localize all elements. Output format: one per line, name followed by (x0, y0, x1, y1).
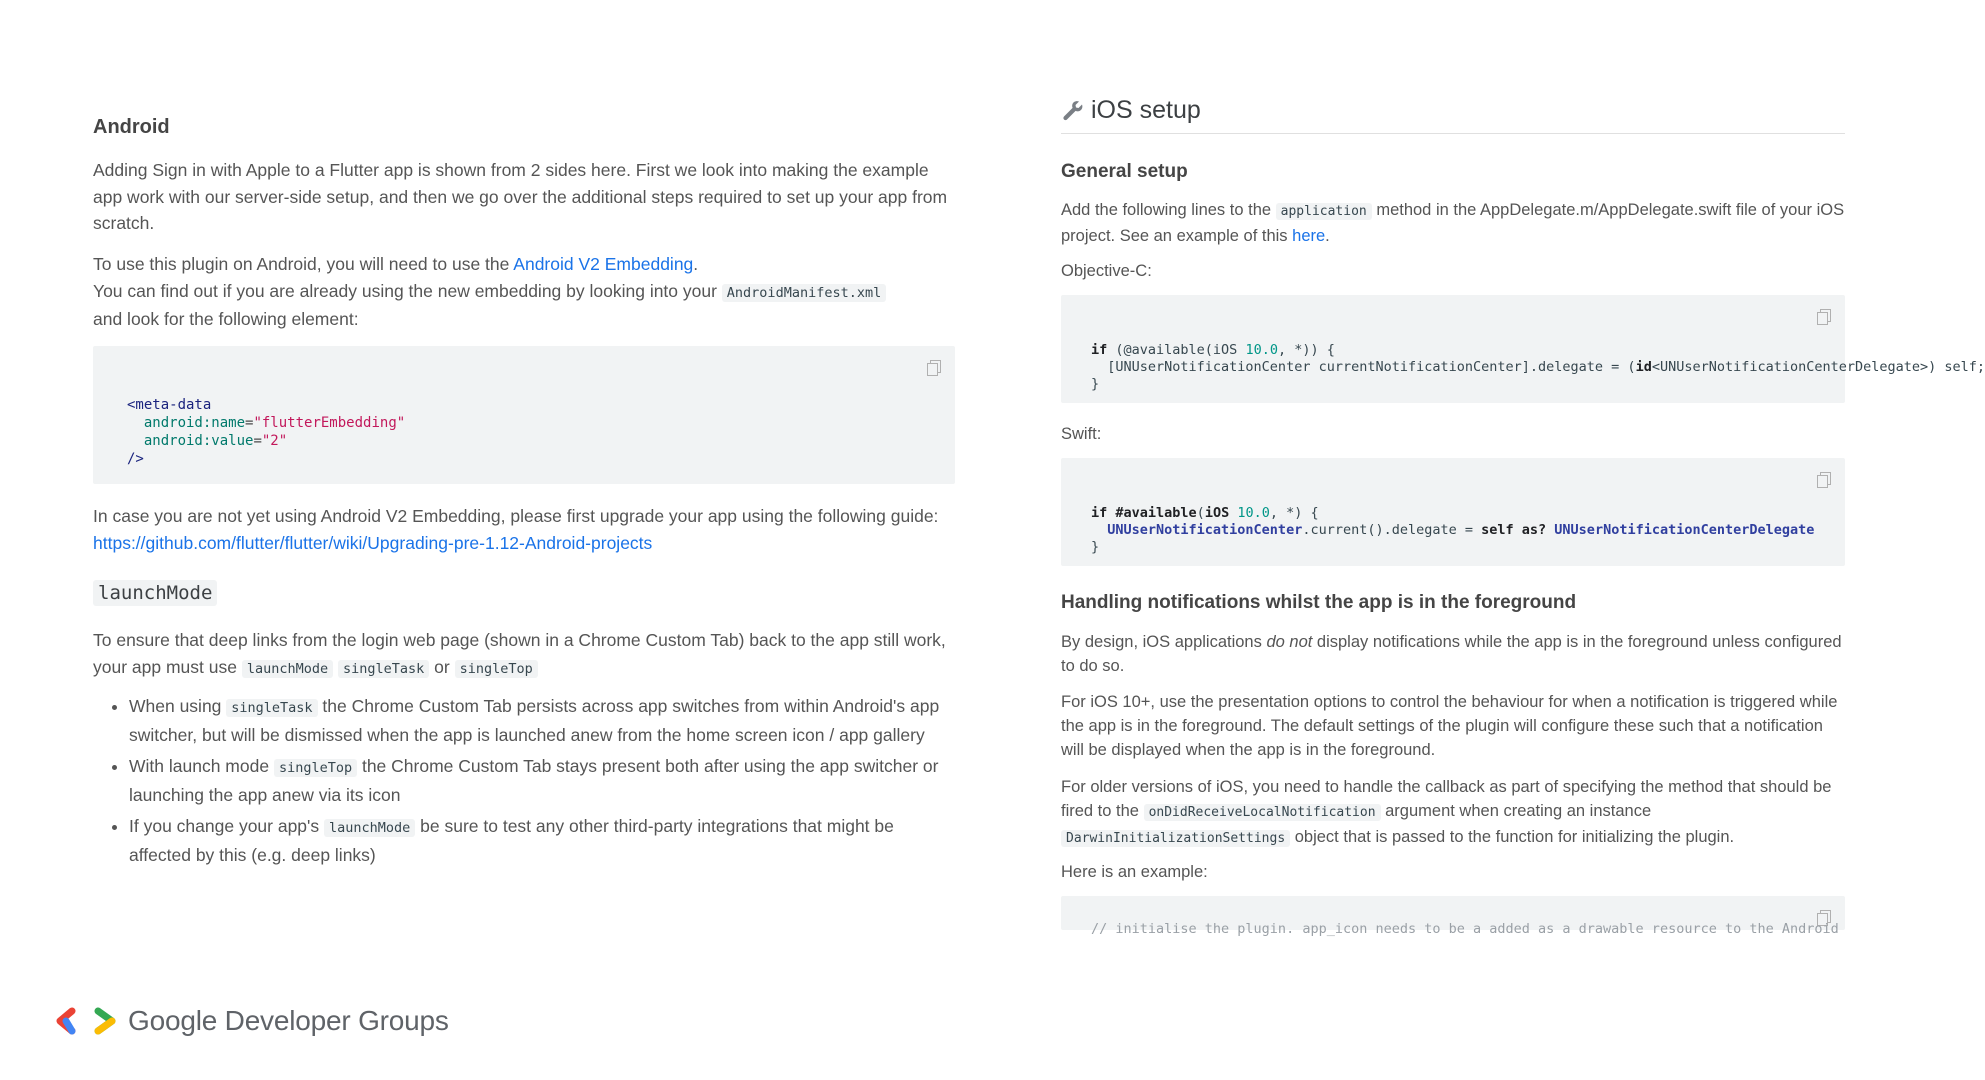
code-eq: = (245, 415, 254, 431)
android-v2-embedding-link[interactable]: Android V2 Embedding (513, 254, 694, 274)
example-code-block (1061, 896, 1845, 937)
fg-text: For older versions of iOS, you need to handle the callback as part of specifying the method that should be fired to the (1061, 778, 1832, 820)
title-divider (1061, 133, 1845, 134)
upgrade-guide-link[interactable]: https://github.com/flutter/flutter/wiki/Upgrading-pre-1.12-Android-projects (93, 532, 653, 553)
period: . (1325, 227, 1330, 245)
code-line: /> (127, 451, 144, 467)
manifest-text: You can find out if you are already using the new embedding by looking into your (93, 280, 722, 301)
code-text: } (1091, 539, 1100, 555)
code-text: ( (1196, 505, 1205, 521)
launchmode-paragraph (93, 627, 955, 682)
code-text: [UNUserNotificationCenter currentNotificationCenter].delegate = ( (1091, 359, 1636, 375)
bullet-code: singleTask (226, 699, 317, 717)
general-setup-heading: General setup (1061, 161, 1188, 182)
bullet-text: With launch mode (129, 756, 274, 776)
footer-logo (58, 1005, 449, 1037)
bullet-code: singleTop (274, 759, 357, 777)
embedding-text: To use this plugin on Android, you will need to use the (93, 254, 514, 274)
code-line: <meta-data (127, 397, 212, 413)
launchmode-code: launchMode (242, 660, 333, 678)
code-text: } (1091, 376, 1100, 392)
example-here-link[interactable]: here (1292, 227, 1326, 245)
android-heading: Android (93, 116, 170, 138)
copy-icon[interactable] (1817, 472, 1831, 488)
swift-label: Swift: (1061, 425, 1102, 443)
code-keyword: if (1091, 342, 1108, 358)
meta-data-code-block (93, 346, 955, 484)
fg-emphasis: do not (1266, 633, 1313, 651)
upgrade-paragraph (93, 503, 955, 556)
code-attr: android:name (143, 415, 246, 431)
code-type: UNUserNotificationCenterDelegate (1546, 522, 1815, 538)
footer-brand-text: Google Developer Groups (128, 1005, 449, 1036)
launchmode-text: To ensure that deep links from the login web page (shown in a Chrome Custom Tab) back to the app still work, your app must use (93, 630, 946, 677)
gs-text: Add the following lines to the (1061, 201, 1276, 219)
bullet-text: When using (129, 696, 227, 716)
foreground-paragraph-1 (1061, 630, 1845, 678)
code-text: (@available(iOS (1107, 342, 1246, 358)
ios-title-text: iOS setup (1091, 96, 1201, 124)
code-string: "2" (261, 433, 288, 449)
bullet-text: be sure to test any other third-party integrations that might be affected by this (e.g. deep links) (129, 816, 894, 865)
gs-text: method in the AppDelegate.m/AppDelegate.swift file of your iOS project. See an example of this (1061, 201, 1845, 245)
code-text: <UNUserNotificationCenterDelegate>) self; (1651, 359, 1985, 375)
general-setup-paragraph (1061, 198, 1845, 248)
ondidreceive-code: onDidReceiveLocalNotification (1144, 804, 1381, 821)
google-developer-groups-logo-icon (58, 1005, 118, 1037)
swift-code-block (1061, 458, 1845, 566)
singletask-code: singleTask (338, 660, 429, 678)
code-text: .current().delegate = (1302, 522, 1482, 538)
bullet-code: launchMode (324, 819, 415, 837)
list-item (129, 753, 955, 808)
example-label: Here is an example: (1061, 863, 1208, 881)
code-attr: android:value (143, 433, 254, 449)
code-keyword: if (1091, 505, 1108, 521)
code-keyword: #available (1107, 505, 1197, 521)
android-intro: Adding Sign in with Apple to a Flutter app is shown from 2 sides here. First we look into making the example app work with our server-side setup, and then we go over the additional steps required to set up your app from scratch. (93, 160, 948, 233)
bullet-text: the Chrome Custom Tab persists across app switches from within Android's app switcher, but will be dismissed when the app is launched anew from the home screen icon / app gallery (129, 696, 940, 745)
singletop-code: singleTop (455, 660, 538, 678)
list-item (129, 693, 955, 748)
fg-text: object that is passed to the function for initializing the plugin. (1290, 828, 1735, 846)
code-comment: // initialise the plugin. app_icon needs to be a added as a drawable resource to the Android (1091, 921, 1839, 937)
objc-label: Objective-C: (1061, 262, 1152, 280)
objc-code-block (1061, 295, 1985, 403)
launchmode-heading: launchMode (93, 580, 217, 606)
code-keyword: id (1635, 359, 1652, 375)
or-text: or (429, 656, 455, 677)
fg-text: argument when creating an instance (1380, 802, 1652, 820)
upgrade-text: In case you are not yet using Android V2 Embedding, please first upgrade your app using the following guide: (93, 506, 939, 526)
ios-title (1061, 96, 1201, 125)
fg-text: By design, iOS applications (1061, 633, 1267, 651)
foreground-paragraph-3 (1061, 775, 1845, 851)
code-keyword: self as? (1481, 522, 1547, 538)
code-keyword: iOS (1204, 505, 1230, 521)
launchmode-bullets (93, 693, 955, 873)
manifest-code: AndroidManifest.xml (722, 284, 886, 302)
bullet-text: If you change your app's (129, 816, 324, 836)
period: . (693, 254, 699, 274)
darwin-settings-code: DarwinInitializationSettings (1061, 830, 1290, 847)
code-text: , *) { (1269, 505, 1319, 521)
copy-icon[interactable] (1817, 309, 1831, 325)
embedding-paragraph (93, 251, 955, 333)
code-text: , *)) { (1277, 342, 1335, 358)
application-code: application (1276, 203, 1372, 220)
foreground-heading: Handling notifications whilst the app is in the foreground (1061, 592, 1577, 613)
list-item (129, 813, 955, 868)
code-type: UNUserNotificationCenter (1091, 522, 1303, 538)
code-number: 10.0 (1245, 342, 1278, 358)
fg-text: display notifications while the app is in the foreground unless configured to do so. (1061, 633, 1842, 675)
code-eq: = (253, 433, 262, 449)
wrench-icon (1061, 99, 1085, 123)
code-number: 10.0 (1229, 505, 1270, 521)
foreground-paragraph-2: For iOS 10+, use the presentation options to control the behaviour for when a notification is triggered while the app is in the foreground. The default settings of the plugin will configure these such that a notification will be displayed when the app is in the foreground. (1061, 693, 1838, 759)
bullet-text: the Chrome Custom Tab stays present both after using the app switcher or launching the app anew via its icon (129, 756, 939, 805)
element-text: and look for the following element: (93, 309, 359, 329)
code-string: "flutterEmbedding" (253, 415, 406, 431)
copy-icon[interactable] (927, 360, 941, 376)
